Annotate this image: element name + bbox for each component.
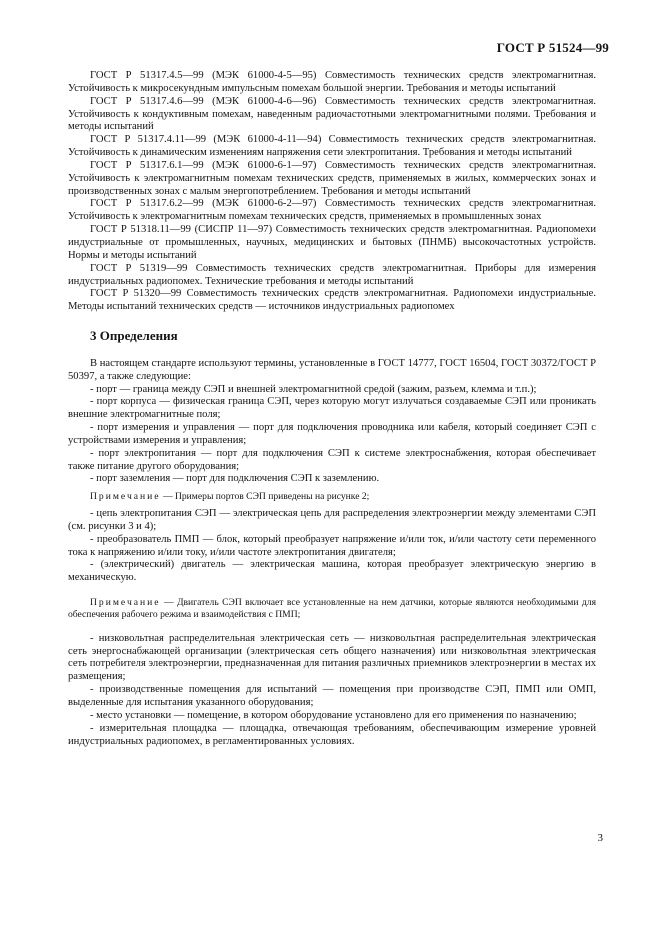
- term-item: - (электрический) двигатель — электрическая машина, которая преобразует электрическую энергию в механическую.: [68, 559, 596, 584]
- term-item: - порт — граница между СЭП и внешней электромагнитной средой (зажим, разъем, клемма и т.п.);: [90, 383, 537, 395]
- document-header: ГОСТ Р 51524—99: [496, 40, 609, 55]
- reference-item: ГОСТ Р 51320—99 Совместимость технических средств электромагнитная. Радиопомехи индустриальные. Методы испытаний технических средств — источников индустриальных радиопомех: [68, 288, 596, 313]
- page-number: 3: [597, 832, 603, 844]
- term-item: - порт заземления — порт для подключения СЭП к заземлению.: [90, 473, 380, 485]
- reference-item: ГОСТ Р 51317.4.6—99 (МЭК 61000-4-6—96) Совместимость технических средств электромагнитная. Устойчивость к кондуктивным помехам, наведенным радиочастотными электромагнитными полями. Требования и методы испытаний: [68, 95, 596, 133]
- section-title: 3 Определения: [90, 328, 178, 344]
- note-label: Примечание: [90, 491, 161, 503]
- reference-item: ГОСТ Р 51319—99 Совместимость технических средств электромагнитная. Приборы для измерения индустриальных радиопомех. Технические требования и методы испытаний: [68, 262, 596, 287]
- term-item: - порт измерения и управления — порт для подключения проводника или кабеля, который соединяет СЭП с устройствами измерения и управления;: [68, 422, 596, 446]
- reference-item: ГОСТ Р 51317.6.1—99 (МЭК 61000-6-1—97) Совместимость технических средств электромагнитная. Устойчивость к электромагнитным помехам технических средств, применяемых в жилых, коммерческих зонах и производственных зонах с малым энергопотреблением. Требования и методы испытаний: [68, 159, 596, 197]
- term-item: - низковольтная распределительная электрическая сеть — низковольтная распределительная электрическая сеть энергоснабжающей организации (электрическая сеть общего назначения) или низковольтная электрическая сеть потребителя электроэнергии, предназначенная для питания различных приемников электроэнергии в местах их размещения;: [68, 632, 596, 683]
- term-item: - цепь электропитания СЭП — электрическая цепь для распределения электроэнергии между элементами СЭП (см. рисунки 3 и 4);: [68, 508, 596, 532]
- term-item: - преобразователь ПМП — блок, который преобразует напряжение и/или ток, и/или частоту сети переменного тока к напряжению и/или току, и/или частоте электропитания двигателя;: [68, 533, 596, 558]
- reference-item: ГОСТ Р 51317.6.2—99 (МЭК 61000-6-2—97) Совместимость технических средств электромагнитная. Устойчивость к электромагнитным помехам технических средств, применяемых в промышленных зонах: [68, 198, 596, 223]
- term-item: - порт электропитания — порт для подключения СЭП к системе электроснабжения, которая обеспечивает также питание другого оборудования;: [68, 447, 596, 472]
- reference-item: ГОСТ Р 51317.4.11—99 (МЭК 61000-4-11—94) Совместимость технических средств электромагнитная. Устойчивость к динамическим изменениям напряжения сети электропитания. Требования и методы испытаний: [68, 134, 596, 159]
- reference-item: ГОСТ Р 51317.4.5—99 (МЭК 61000-4-5—95) Совместимость технических средств электромагнитная. Устойчивость к микросекундным импульсным помехам большой энергии. Требования и методы испытаний: [68, 70, 596, 94]
- term-item: - производственные помещения для испытаний — помещения при производстве СЭП, ПМП или ОМП, выделенные для испытания указанного оборудования;: [68, 684, 596, 708]
- references-list: [68, 70, 596, 314]
- term-item: - порт корпуса — физическая граница СЭП, через которую могут излучаться создаваемые СЭП или проникать внешние электромагнитные поля;: [68, 396, 596, 421]
- note-label: Примечание: [90, 597, 161, 609]
- note-text: — Двигатель СЭП включает все установленные на нем датчики, которые являются необходимыми для обеспечения рабочего режима и взаимодействия с ПМП;: [68, 597, 596, 620]
- note-text: — Примеры портов СЭП приведены на рисунке 2;: [160, 491, 370, 503]
- note-2: [68, 597, 596, 621]
- note-1: [68, 491, 596, 503]
- reference-item: ГОСТ Р 51318.11—99 (СИСПР 11—97) Совместимость технических средств электромагнитная. Радиопомехи индустриальные от промышленных, научных, медицинских и бытовых (ПНМБ) высокочастотных устройств. Нормы и методы испытаний: [68, 224, 596, 261]
- term-item: - место установки — помещение, в котором оборудование установлено для его применения по назначению;: [90, 709, 577, 721]
- term-item: - измерительная площадка — площадка, отвечающая требованиям, обеспечивающим измерение уровней индустриальных радиопомех, в регламентированных условиях.: [68, 722, 596, 747]
- section-intro: В настоящем стандарте используют термины, установленные в ГОСТ 14777, ГОСТ 16504, ГОСТ 30372/ГОСТ Р 50397, а также следующие:: [68, 357, 596, 382]
- page-body: [68, 70, 596, 748]
